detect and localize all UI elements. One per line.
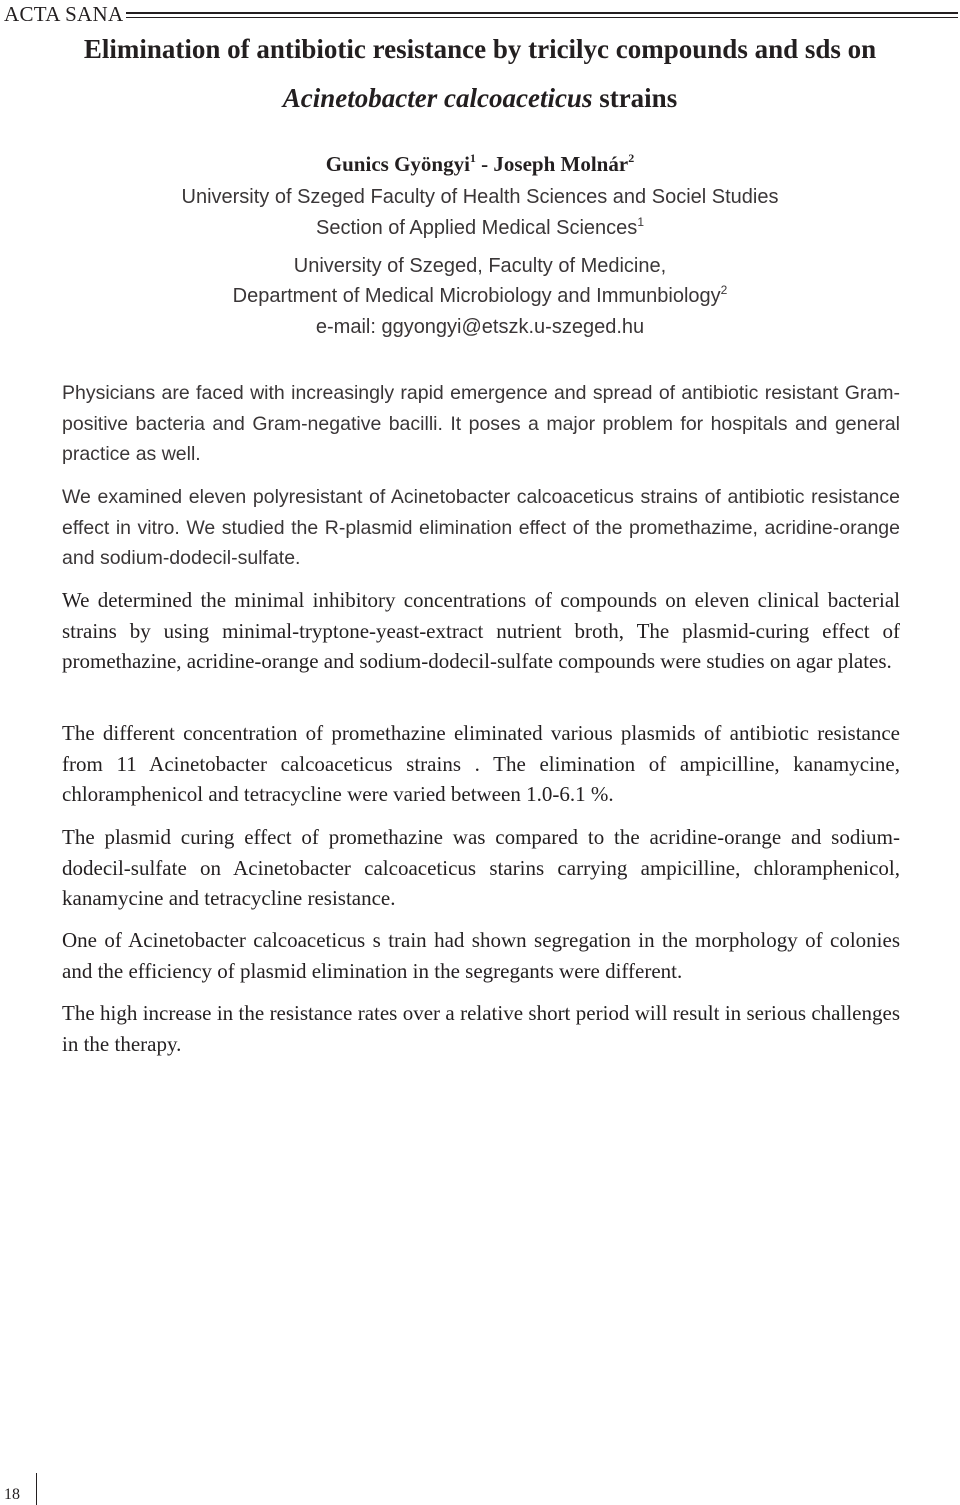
author-2-affiliation-mark: 2 <box>628 151 635 165</box>
journal-name: ACTA SANA <box>4 1 124 26</box>
author-separator: - <box>475 152 494 176</box>
author-line <box>0 151 960 176</box>
abstract-paragraph-3: We determined the minimal inhibitory concentrations of compounds on eleven clinical bacterial strains by using minimal-tryptone-yeast-extract nutrient broth, The plasmid-curing effect of promethazine, acridine-orange and sodium-dodecil-sulfate compounds were studies on agar plates. <box>62 588 900 673</box>
affiliation-line-1: University of Szeged Faculty of Health Sciences and Sociel Studies <box>181 186 779 208</box>
article-title-line-1: Elimination of antibiotic resistance by tricilyc compounds and sds on <box>83 34 877 64</box>
author-2-name: Joseph Molnár <box>493 152 629 176</box>
affiliation-1-mark: 1 <box>637 215 644 229</box>
article-title-organism: Acinetobacter calcoaceticus <box>282 83 593 113</box>
article-title-suffix: strains <box>592 83 678 113</box>
affiliation-line-4 <box>0 283 960 307</box>
footer-rule <box>36 1473 37 1505</box>
abstract-paragraph-4: The different concentration of promethazine eliminated various plasmids of antibiotic resistance from 11 Acinetobacter calcoaceticus strains . The elimination of ampicilline, kanamycine, chloramphenicol and tetracycline were varied between 1.0-6.1 %. <box>62 721 900 806</box>
author-1-name: Gunics Gyöngyi <box>325 152 470 176</box>
abstract-paragraph-6: One of Acinetobacter calcoaceticus s train had shown segregation in the morphology of colonies and the efficiency of plasmid elimination in the segregants were different. <box>62 928 900 983</box>
running-header <box>4 2 958 26</box>
affiliation-1-text: Section of Applied Medical Sciences <box>316 217 638 239</box>
abstract-paragraph-5: The plasmid curing effect of promethazine was compared to the acridine-orange and sodium-dodecil-sulfate on Acinetobacter calcoaceticus starins carrying ampicilline, chloramphenicol, kanamycine and tetracycline resistance. <box>62 825 900 910</box>
author-1-affiliation-mark: 1 <box>469 151 476 165</box>
abstract-paragraph-1: Physicians are faced with increasingly rapid emergence and spread of antibiotic resistant Gram-positive bacteria and Gram-negative bacilli. It poses a major problem for hospitals and general practice as well. <box>62 382 900 465</box>
page-number: 18 <box>4 1486 20 1503</box>
contact-email: e-mail: ggyongyi@etszk.u-szeged.hu <box>315 316 645 338</box>
article-title-line-2 <box>0 85 960 112</box>
affiliation-line-2 <box>0 215 960 239</box>
abstract-paragraph-2: We examined eleven polyresistant of Acinetobacter calcoaceticus strains of antibiotic resistance effect in vitro. We studied the R-plasmid elimination effect of the promethazime, acridine-orange and sodium-dodecil-sulfate. <box>62 486 900 569</box>
abstract-paragraph-7: The high increase in the resistance rates over a relative short period will result in serious challenges in the therapy. <box>62 1001 900 1056</box>
affiliation-2-text: Department of Medical Microbiology and Immunbiology <box>232 285 721 307</box>
header-double-rule <box>126 12 958 18</box>
affiliation-line-3: University of Szeged, Faculty of Medicine, <box>293 255 667 277</box>
affiliation-2-mark: 2 <box>720 283 728 297</box>
